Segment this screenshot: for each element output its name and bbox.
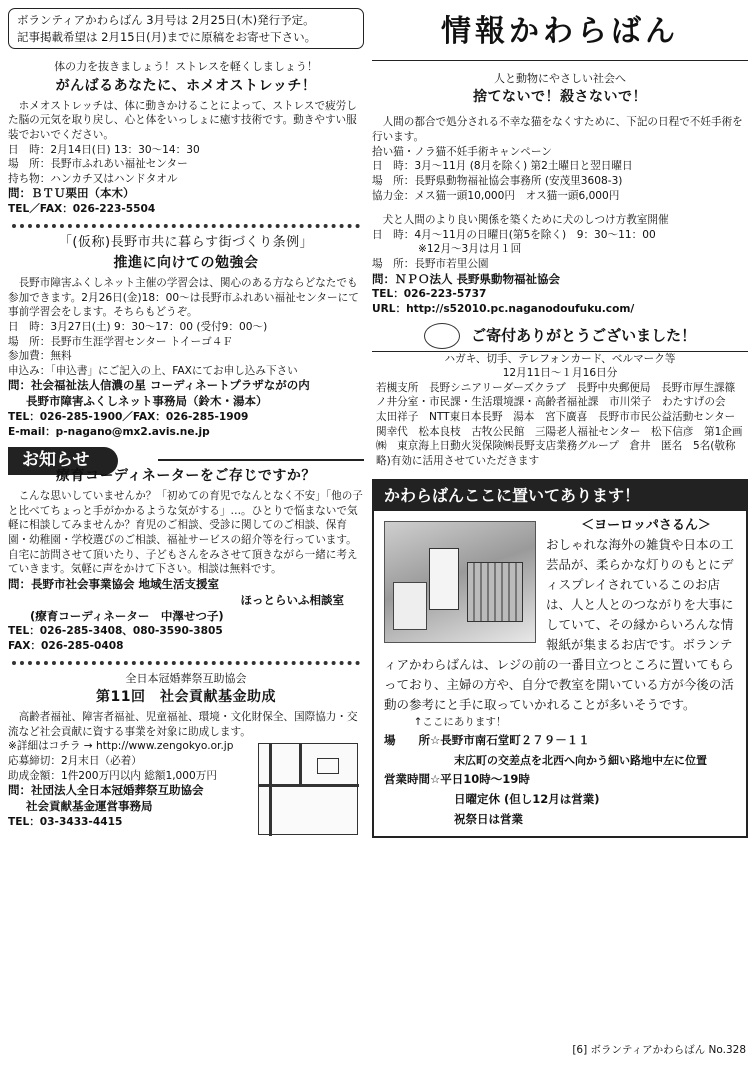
shop-closed: 日曜定休 (但し12月は営業) (454, 791, 600, 806)
right-column (372, 8, 748, 838)
stretch-article (8, 59, 364, 217)
thanks-title: ご寄付ありがとうございました！ (471, 326, 697, 345)
study-fee: 参加費：無料 (8, 350, 72, 363)
thanks-items: ハガキ、切手、テレフォンカード、ベルマーク等 (444, 352, 676, 365)
mascot-icon (424, 323, 460, 349)
left-column (8, 8, 364, 835)
cats-article (372, 71, 748, 317)
study-place: 場 所：長野市生涯学習センター トイーゴ４Ｆ (8, 335, 233, 348)
stretch-contact: 問：ＢＴＵ栗田（本木） (8, 186, 135, 201)
oshirase-title: 療育コーディネーターをご存じですか？ (56, 467, 316, 484)
fund-org: 全日本冠婚葬祭互助協会 (125, 671, 247, 685)
thanks-donors: 若槻支所 長野シニアリーダーズクラブ 長野中央郵便局 長野市厚生課篠ノ井分室・市民課・生活環境課・高齢者福祉課 市川栄子 わたすげの会 太田祥子 NTT東日本長野 湯本 宮下廣喜 長野市市民公益活動センター 関幸代 松本良枝 古牧公民館 三陽老人福祉センター 松下信彦 第1企画㈱ 東京海上日動火災保険㈱長野支店業務グループ 倉井 匿名 5名(敬称略)有効に活用させていただきます (376, 381, 746, 467)
study-contact-2: 長野市障害ふくしネット事務局（鈴木・湯本） (26, 394, 268, 409)
study-body: 長野市障害ふくしネット主催の学習会は、関心のある方ならどなたでも参加できます。2月26日(金)18：00～は長野市ふれあい福祉センターにて事前学習会をします。そちらもどうぞ。 (8, 277, 359, 319)
shop-header: かわらばんここに置いてあります！ (374, 481, 746, 511)
shop-body: おしゃれな海外の雑貨や日本の工芸品が、柔らかな灯りのもとにディスプレイされているこのお店は、人と人とのつながりを大事にしていて、その縁からいろんな情報紙が集まるお店です。ボランティアかわらばんは、レジの前の一番目立つところに置いてもらっており、主婦の方や、自分で教室を開いている方が今後の活動の参考にと手に取っていかれることが多いそうです。 (384, 536, 734, 712)
stretch-tel: TEL／FAX：026-223-5504 (8, 203, 156, 216)
dog-class-date-note: ※12月～3月は月１回 (418, 243, 522, 256)
fund-deadline: 応募締切：2月末日（必着） (8, 754, 142, 767)
page-footer: [6] ボランティアかわらばん No.328 (572, 1043, 746, 1056)
oshirase-tel: TEL：026-285-3408、080-3590-3805 (8, 625, 223, 638)
shop-holidays: 祝祭日は営業 (454, 811, 523, 826)
thanks-heading (372, 323, 748, 349)
oshirase-contact-2: ほっとらいふ相談室 (240, 592, 344, 607)
shop-photo-caption: ↑ここにあります！ (413, 715, 507, 728)
dog-class-title: 犬と人間のより良い関係を築くために犬のしつけ方教室開催 (382, 214, 669, 227)
fund-tel: TEL：03-3433-4415 (8, 815, 123, 828)
study-article (8, 234, 364, 439)
study-contact-1: 問：社会福祉法人信濃の星 コーディネートプラザながの内 (8, 378, 310, 393)
shop-box (372, 479, 748, 838)
map-icon (258, 743, 358, 835)
cats-tel: TEL：026-223-5737 (372, 288, 487, 301)
cats-place: 場 所：長野県動物福祉協会事務所 (安茂里3608-3) (372, 174, 623, 187)
study-tel: TEL：026-285-1900／FAX：026-285-1909 (8, 411, 249, 424)
stretch-subtitle: 体の力を抜きましょう！ストレスを軽くしましょう！ (54, 60, 318, 74)
oshirase-contact-3: (療育コーディネーター 中澤せつ子) (30, 608, 224, 623)
cats-fee: 協力金：メス猫一頭10,000円 オス猫一頭6,000円 (372, 189, 620, 202)
cats-subtitle: 人と動物にやさしい社会へ (494, 72, 626, 85)
cats-campaign: 拾い猫・ノラ猫不妊手術キャンペーン (372, 145, 552, 158)
fund-article (8, 671, 364, 830)
shop-address: 場 所☆長野市南石堂町２７９－１１ (384, 733, 590, 748)
dotted-divider (12, 224, 360, 228)
cats-title: 捨てないで！殺さないで！ (473, 89, 647, 106)
study-apply: 申込み：「申込書」にご記入の上、FAXにてお申し込み下さい (8, 364, 298, 377)
oshirase-rule (158, 459, 364, 461)
cats-date: 日 時：3月～11月 (8月を除く) 第2土曜日と翌日曜日 (372, 160, 633, 173)
cats-body: 人間の都合で処分される不幸な猫をなくすために、下記の日程で不妊手術を行います。 (372, 116, 743, 144)
shop-hours: 営業時間☆平日10時～19時 (384, 772, 530, 787)
stretch-place: 場 所：長野市ふれあい福祉センター (8, 158, 188, 171)
study-title-2: 推進に向けての勉強会 (113, 254, 259, 271)
oshirase-contact-1: 問：長野市社会事業協会 地域生活支援室 (8, 576, 220, 591)
fund-amount: 助成金額：1件200万円以内 総額1,000万円 (8, 769, 217, 782)
dog-class-date: 日 時：4月～11月の日曜日(第5を除く) 9：30～11：00 (372, 228, 656, 241)
masthead-title: 情報かわらばん (441, 14, 679, 49)
fund-detail[interactable]: ※詳細はコチラ → http://www.zengokyo.or.jp (8, 740, 234, 753)
oshirase-label: お知らせ (8, 447, 118, 474)
dog-class-place: 場 所：長野市若里公園 (372, 257, 489, 270)
stretch-bring: 持ち物：ハンカチ又はハンドタオル (8, 172, 178, 185)
notice-line-1: ボランティアかわらばん 3月号は 2月25日(木)発行予定。 (17, 13, 315, 27)
dotted-divider (12, 661, 360, 665)
study-title-1: 「(仮称)長野市共に暮らす街づくり条例」 (58, 234, 314, 250)
oshirase-fax: FAX：026-285-0408 (8, 640, 124, 653)
stretch-date: 日 時：2月14日(日) 13：30～14：30 (8, 143, 200, 156)
notice-line-2: 記事掲載希望は 2月15日(月)までに原稿をお寄せ下さい。 (17, 29, 317, 44)
study-date: 日 時：3月27日(土) 9：30～17：00 (受付9：00～) (8, 321, 268, 334)
fund-title: 第11回 社会貢献基金助成 (96, 688, 276, 705)
fund-contact-1: 問：社団法人全日本冠婚葬祭互助協会 (8, 783, 204, 798)
stretch-title: がんばるあなたに、ホメオストレッチ！ (55, 77, 317, 94)
stretch-body: ホメオストレッチは、体に動きかけることによって、ストレスで疲労した脳の元気を取り戻し、心と体をいっしょに癒す技術です。動きやすい服装でおいでください。 (8, 99, 357, 142)
thanks-period: 12月11日～１月16日分 (502, 367, 618, 380)
cats-contact: 問：ＮＰＯ法人 長野県動物福祉協会 (372, 271, 561, 286)
shop-address-note: 末広町の交差点を北西へ向かう細い路地中左に位置 (454, 753, 707, 767)
fund-body: 高齢者福祉、障害者福祉、児童福祉、環境・文化財保全、国際協力・交流など社会貢献に資する事業を対象に助成します。 (8, 711, 358, 738)
oshirase-section (8, 445, 364, 653)
shop-name: ＜ヨーロッパさるん＞ (581, 517, 711, 533)
deadline-notice (8, 8, 364, 49)
shop-photo (384, 521, 536, 643)
cats-url[interactable]: URL：http://s52010.pc.naganodoufuku.com/ (372, 303, 635, 316)
oshirase-body: こんな思いしていませんか？「初めての育児でなんとなく不安」「他の子と比べてちょっと手がかかるような気がする」…。ひとりで悩まないで気軽に相談してみませんか？育児のご相談、受診に関してのご相談、保育園・幼稚園・学校選びのご相談、福祉サービスの紹介等を行っています。自宅に訪問させて頂いたり、子どもさんをみさせて頂きながら一緒に考えていきます。気軽に声をかけて下さい。相談は無料です。 (8, 490, 363, 576)
study-email[interactable]: E-mail：p-nagano@mx2.avis.ne.jp (8, 425, 210, 438)
fund-contact-2: 社会貢献基金運営事務局 (26, 799, 153, 814)
masthead-rule (372, 60, 748, 61)
